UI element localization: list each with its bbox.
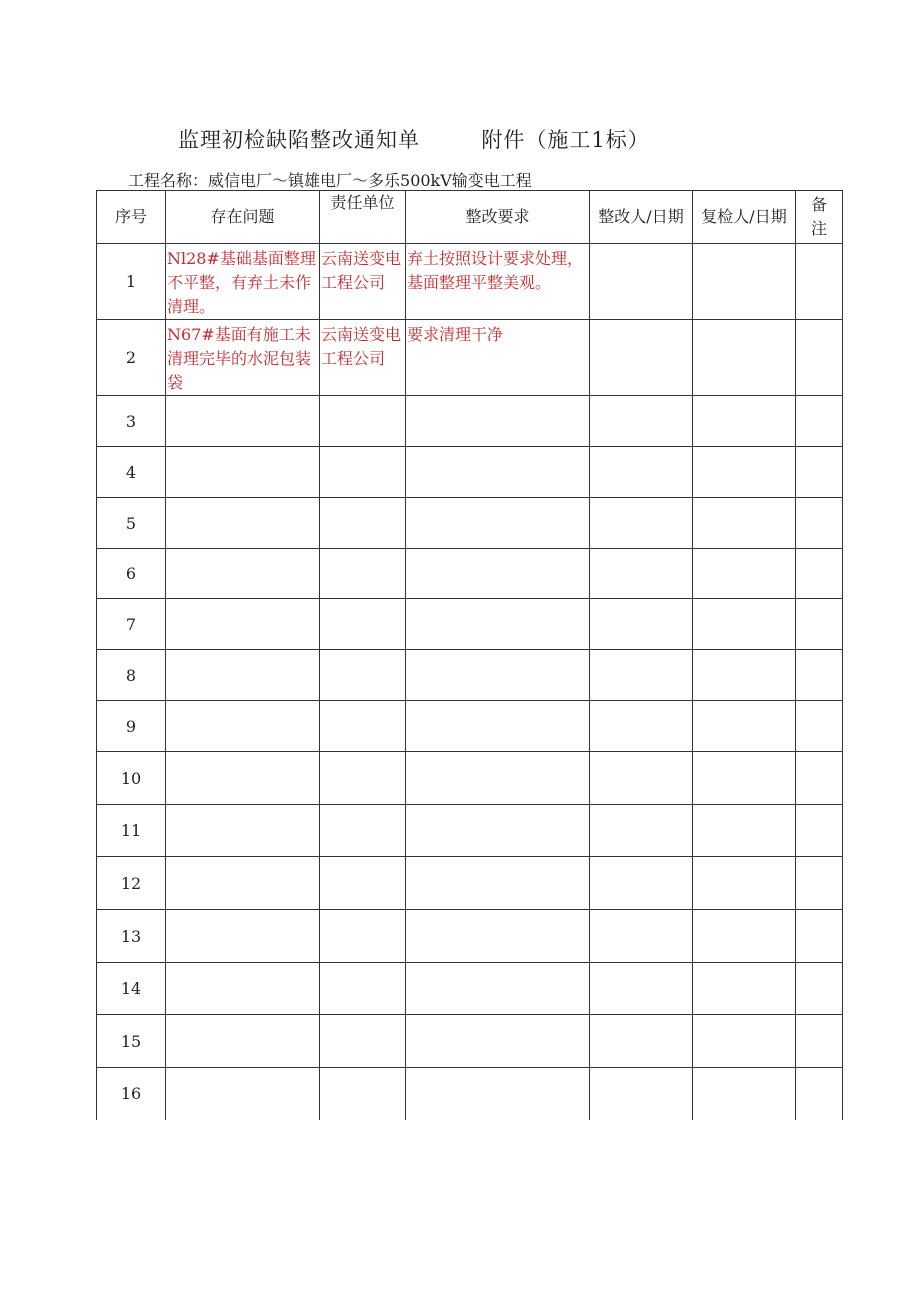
table-row <box>97 910 843 963</box>
row-unit <box>320 1015 406 1068</box>
row-rechecker <box>693 498 796 549</box>
row-requirement <box>406 650 590 701</box>
row-rechecker <box>693 650 796 701</box>
row-seq: 1 <box>97 244 166 320</box>
row-rectifier <box>590 447 693 498</box>
row-unit: 云南送变电工程公司 <box>320 320 406 396</box>
header-rectifier: 整改人/日期 <box>590 191 693 244</box>
table-row <box>97 396 843 447</box>
row-remark <box>796 1015 843 1068</box>
row-requirement <box>406 857 590 910</box>
row-rechecker <box>693 396 796 447</box>
row-unit <box>320 549 406 599</box>
row-rectifier <box>590 1015 693 1068</box>
row-rechecker <box>693 599 796 650</box>
row-rechecker <box>693 320 796 396</box>
row-unit <box>320 910 406 963</box>
project-name: 威信电厂～镇雄电厂～多乐500kV输变电工程 <box>208 171 532 190</box>
row-problem <box>166 599 320 650</box>
row-unit <box>320 396 406 447</box>
table-header-row <box>97 191 843 244</box>
row-remark <box>796 396 843 447</box>
row-seq: 9 <box>97 701 166 752</box>
row-seq: 2 <box>97 320 166 396</box>
row-remark <box>796 498 843 549</box>
row-requirement <box>406 752 590 805</box>
row-requirement <box>406 963 590 1015</box>
row-problem <box>166 805 320 857</box>
table-row <box>97 857 843 910</box>
row-seq: 12 <box>97 857 166 910</box>
row-remark <box>796 549 843 599</box>
row-seq: 8 <box>97 650 166 701</box>
row-requirement <box>406 498 590 549</box>
row-rectifier <box>590 650 693 701</box>
row-problem <box>166 752 320 805</box>
row-rechecker <box>693 1015 796 1068</box>
row-problem <box>166 1015 320 1068</box>
row-seq: 15 <box>97 1015 166 1068</box>
row-requirement: 要求清理干净 <box>406 320 590 396</box>
table-row <box>97 549 843 599</box>
row-rechecker <box>693 1068 796 1120</box>
header-rechecker: 复检人/日期 <box>693 191 796 244</box>
row-unit <box>320 599 406 650</box>
row-requirement <box>406 599 590 650</box>
table-row <box>97 701 843 752</box>
table-row <box>97 498 843 549</box>
table-row <box>97 1015 843 1068</box>
row-problem <box>166 701 320 752</box>
row-unit <box>320 701 406 752</box>
row-unit <box>320 650 406 701</box>
row-problem: Nl28#基础基面整理不平整，有弃土未作清理。 <box>166 244 320 320</box>
header-problem: 存在问题 <box>166 191 320 244</box>
row-remark <box>796 701 843 752</box>
row-problem: N67#基面有施工未清理完毕的水泥包装袋 <box>166 320 320 396</box>
row-rechecker <box>693 752 796 805</box>
table-row <box>97 1068 843 1120</box>
table-row <box>97 320 843 396</box>
table-row <box>97 963 843 1015</box>
row-rectifier <box>590 752 693 805</box>
row-rechecker <box>693 447 796 498</box>
row-seq: 10 <box>97 752 166 805</box>
row-remark <box>796 447 843 498</box>
header-requirement: 整改要求 <box>406 191 590 244</box>
table-row <box>97 805 843 857</box>
row-unit: 云南送变电工程公司 <box>320 244 406 320</box>
row-unit <box>320 963 406 1015</box>
row-requirement <box>406 549 590 599</box>
row-unit <box>320 1068 406 1120</box>
row-problem <box>166 1068 320 1120</box>
row-remark <box>796 857 843 910</box>
row-remark <box>796 599 843 650</box>
row-unit <box>320 447 406 498</box>
table-row <box>97 650 843 701</box>
defect-table <box>96 190 843 1120</box>
row-remark <box>796 963 843 1015</box>
row-unit <box>320 498 406 549</box>
row-rectifier <box>590 857 693 910</box>
row-requirement <box>406 701 590 752</box>
row-problem <box>166 549 320 599</box>
row-rechecker <box>693 701 796 752</box>
header-unit: 责任单位 <box>320 191 406 244</box>
row-problem <box>166 447 320 498</box>
document-title: 监理初检缺陷整改通知单 附件（施工1标） <box>178 128 650 152</box>
row-remark <box>796 910 843 963</box>
row-problem <box>166 650 320 701</box>
row-seq: 7 <box>97 599 166 650</box>
row-remark <box>796 1068 843 1120</box>
row-seq: 4 <box>97 447 166 498</box>
row-unit <box>320 805 406 857</box>
header-remark: 备注 <box>796 191 843 244</box>
row-remark <box>796 805 843 857</box>
table-row <box>97 244 843 320</box>
row-rechecker <box>693 910 796 963</box>
row-rechecker <box>693 857 796 910</box>
row-rectifier <box>590 498 693 549</box>
row-rectifier <box>590 396 693 447</box>
row-rectifier <box>590 910 693 963</box>
row-rechecker <box>693 549 796 599</box>
row-remark <box>796 752 843 805</box>
row-rectifier <box>590 599 693 650</box>
project-label: 工程名称： <box>128 171 209 190</box>
row-problem <box>166 498 320 549</box>
row-rectifier <box>590 244 693 320</box>
row-seq: 11 <box>97 805 166 857</box>
row-rectifier <box>590 1068 693 1120</box>
row-unit <box>320 857 406 910</box>
row-unit <box>320 752 406 805</box>
row-problem <box>166 857 320 910</box>
row-seq: 16 <box>97 1068 166 1120</box>
row-requirement <box>406 447 590 498</box>
table-row <box>97 447 843 498</box>
row-rectifier <box>590 963 693 1015</box>
row-problem <box>166 963 320 1015</box>
table-row <box>97 599 843 650</box>
row-problem <box>166 910 320 963</box>
row-remark <box>796 650 843 701</box>
row-requirement <box>406 1015 590 1068</box>
row-seq: 14 <box>97 963 166 1015</box>
row-remark <box>796 244 843 320</box>
row-rechecker <box>693 244 796 320</box>
row-rechecker <box>693 805 796 857</box>
row-seq: 3 <box>97 396 166 447</box>
row-requirement: 弃土按照设计要求处理，基面整理平整美观。 <box>406 244 590 320</box>
row-requirement <box>406 805 590 857</box>
row-seq: 6 <box>97 549 166 599</box>
row-requirement <box>406 1068 590 1120</box>
row-rectifier <box>590 805 693 857</box>
table-row <box>97 752 843 805</box>
row-problem <box>166 396 320 447</box>
row-seq: 5 <box>97 498 166 549</box>
row-seq: 13 <box>97 910 166 963</box>
header-seq: 序号 <box>97 191 166 244</box>
row-rectifier <box>590 549 693 599</box>
row-rectifier <box>590 320 693 396</box>
row-requirement <box>406 396 590 447</box>
project-line <box>128 168 532 191</box>
row-rechecker <box>693 963 796 1015</box>
row-requirement <box>406 910 590 963</box>
row-remark <box>796 320 843 396</box>
row-rectifier <box>590 701 693 752</box>
